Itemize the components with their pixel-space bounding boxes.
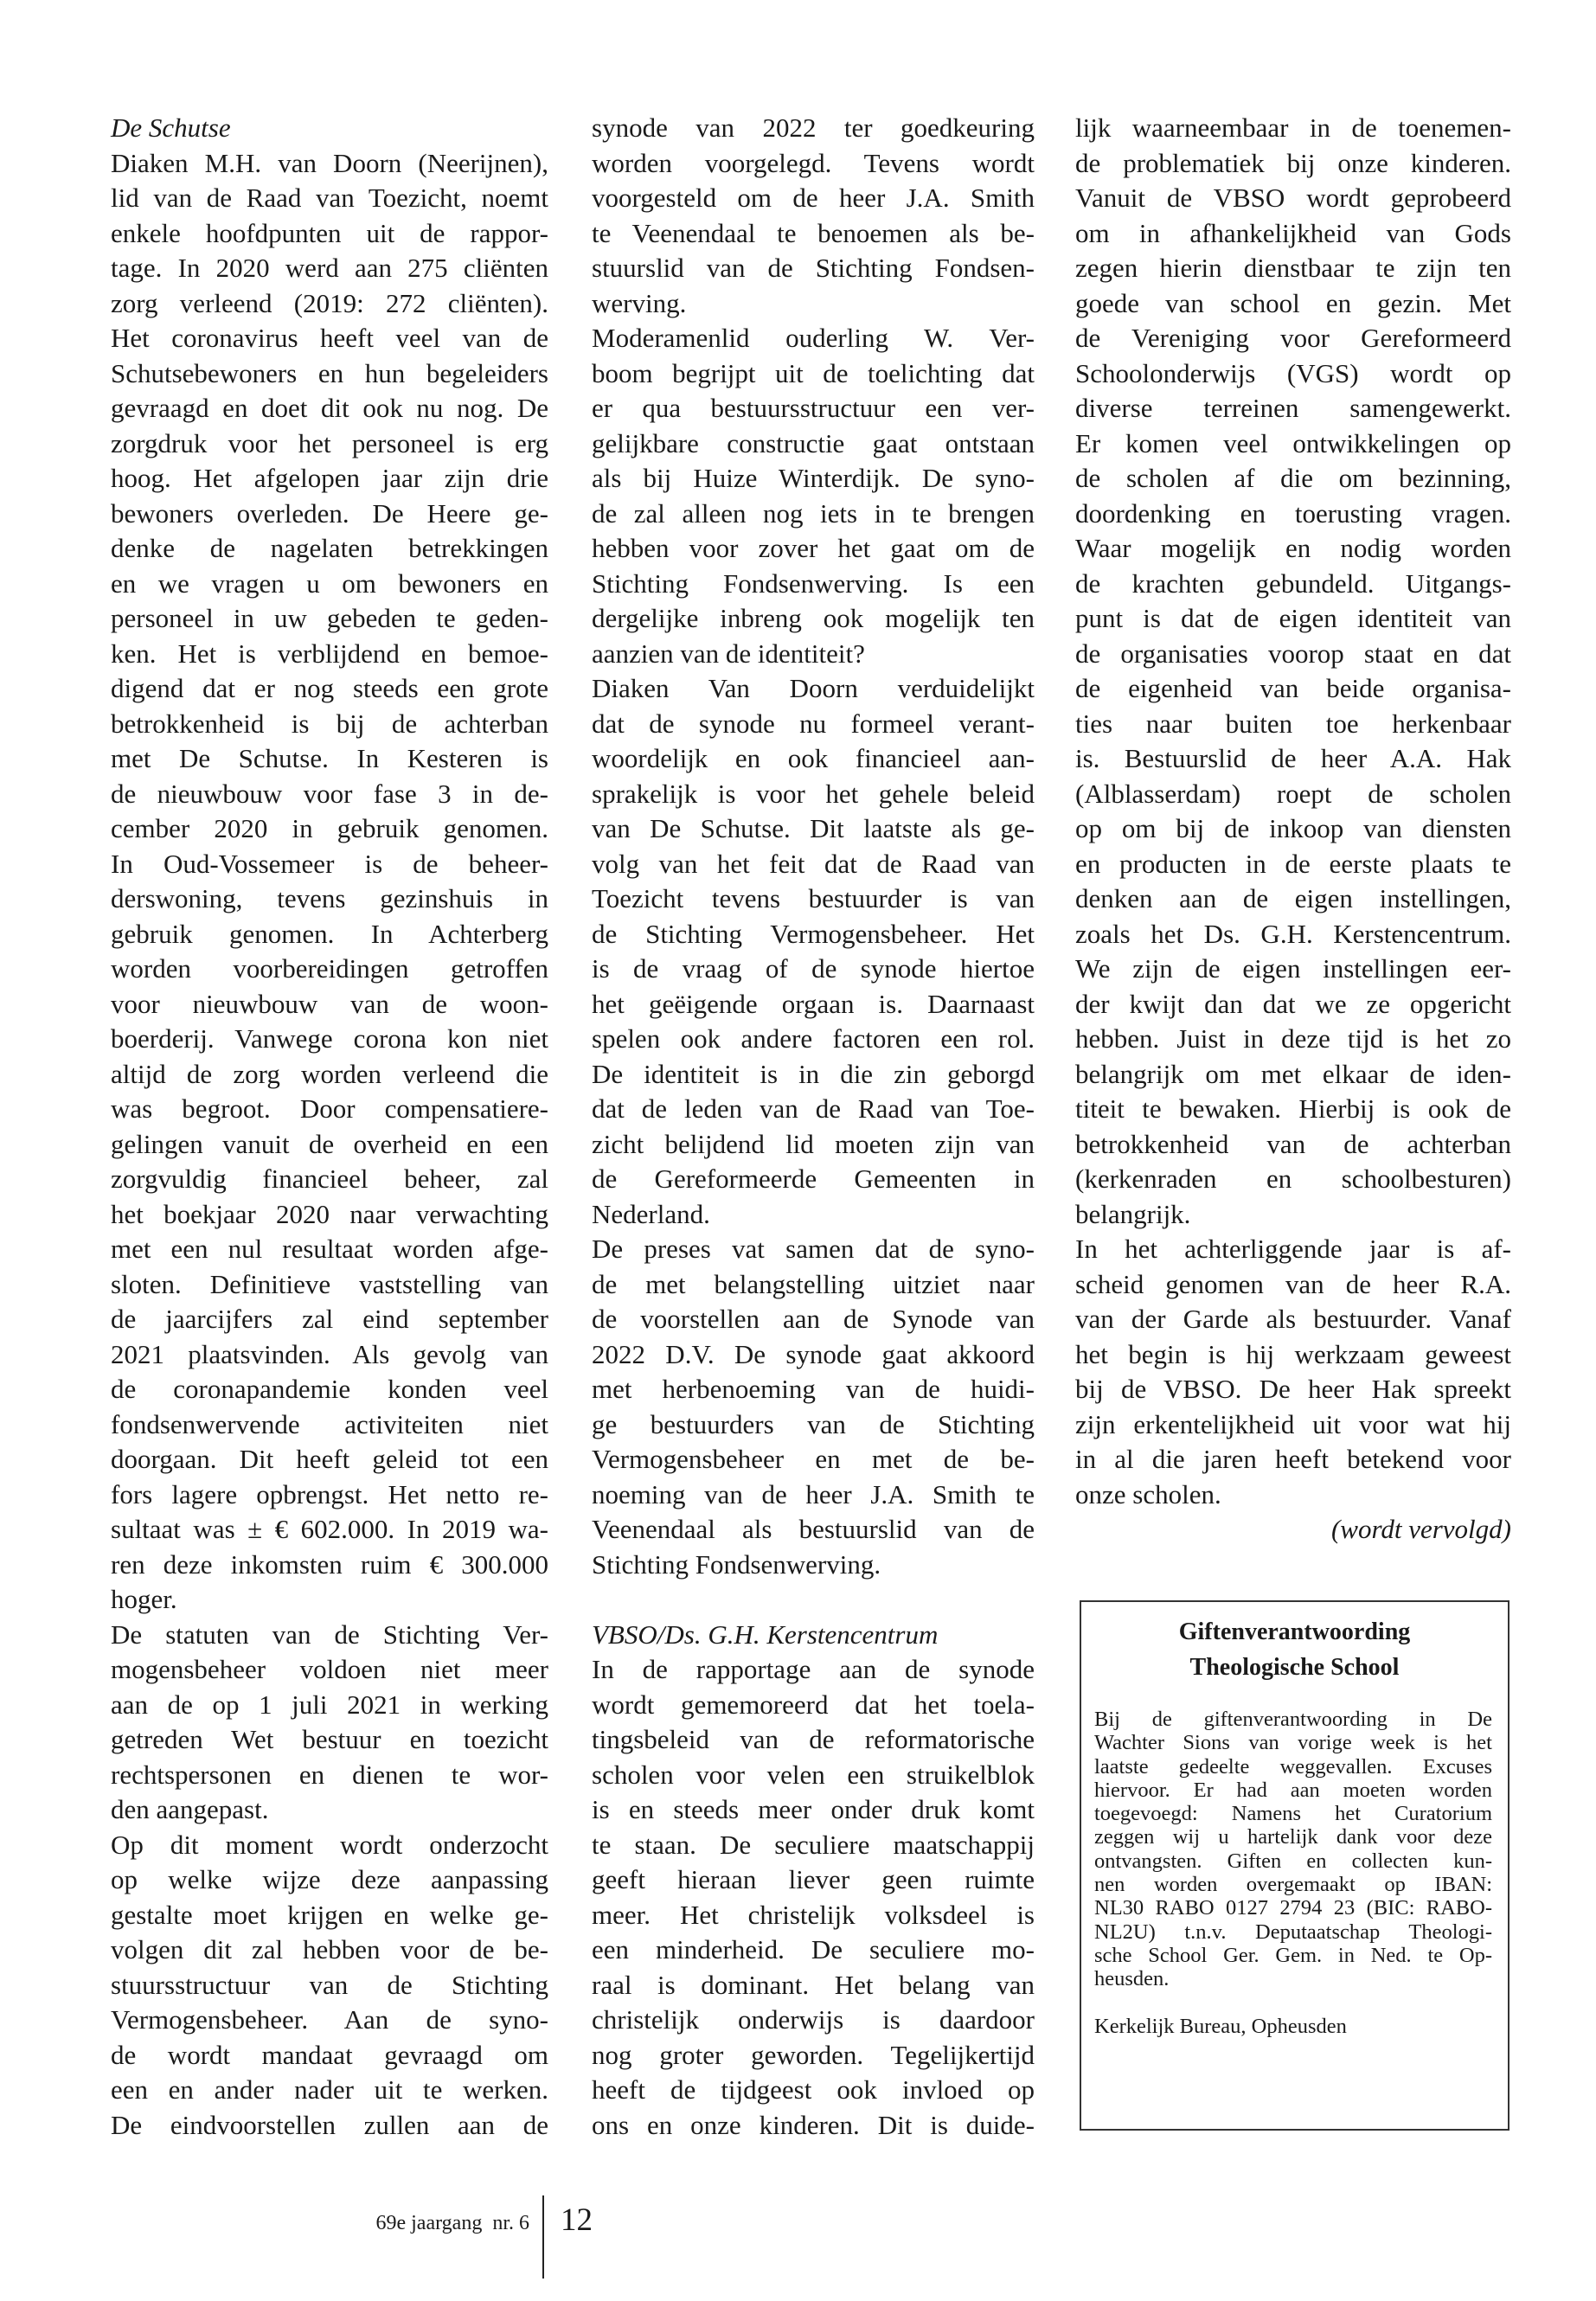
notice-text-line	[1094, 1991, 1492, 2015]
text-line: goede van school en gezin. Met	[1075, 287, 1511, 318]
text-line: bij de VBSO. De heer Hak spreekt	[1075, 1374, 1511, 1404]
text-line: voorgesteld om de heer J.A. Smith	[592, 183, 1035, 213]
text-line: zorgdruk voor het personeel is erg	[111, 427, 548, 458]
text-line: de Vereniging voor Gereformeerd	[1075, 323, 1511, 353]
text-line: Nederland.	[592, 1198, 710, 1229]
text-line: doorgaan. Dit heeft geleid tot een	[111, 1444, 548, 1474]
text-line: boerderij. Vanwege corona kon niet	[111, 1023, 548, 1054]
text-line: tingsbeleid van de reformatorische	[592, 1724, 1035, 1754]
text-line: In het achterliggende jaar is af-	[1075, 1234, 1511, 1264]
text-line: is. Bestuurslid de heer A.A. Hak	[1075, 743, 1511, 773]
paragraph	[592, 1652, 1035, 2143]
text-line: Schoolonderwijs (VGS) wordt op	[1075, 357, 1511, 388]
text-line: ren deze inkomsten ruim € 300.000	[111, 1548, 548, 1580]
continued-note	[1075, 1512, 1511, 1548]
text-line: en we vragen u om bewoners en	[111, 567, 548, 599]
text-line: lid van de Raad van Toezicht, noemt	[111, 183, 548, 213]
text-line: om in afhankelijkheid van Gods	[1075, 217, 1511, 248]
paragraph	[1075, 111, 1511, 1232]
text-line: worden voorbereidingen getroffen	[111, 953, 548, 984]
footer-issue-label: 69e jaargang nr. 6	[375, 2212, 529, 2234]
paragraph	[111, 146, 548, 1618]
text-line: Diaken Van Doorn verduidelijkt	[592, 673, 1035, 703]
text-line: sloten. Definitieve vaststelling van	[111, 1268, 548, 1299]
text-line: de Stichting Vermogensbeheer. Het	[592, 918, 1035, 949]
text-line: de jaarcijfers zal eind september	[111, 1304, 548, 1334]
text-line	[592, 1582, 1035, 1618]
text-line: de Gereformeerde Gemeenten in	[592, 1163, 1035, 1194]
text-line: gelingen vanuit de overheid en een	[111, 1128, 548, 1159]
notice-title-line: Giftenverantwoording	[1178, 1618, 1411, 1645]
paragraph	[592, 1582, 1035, 1618]
text-line: tage. In 2020 werd aan 275 cliënten	[111, 253, 548, 283]
text-line: christelijk onderwijs is daardoor	[592, 2004, 1035, 2035]
text-line: de met belangstelling uitziet naar	[592, 1268, 1035, 1299]
text-line: de eigenheid van beide organisa-	[1075, 673, 1511, 703]
text-line: altijd de zorg worden verleend die	[111, 1058, 548, 1089]
paragraph	[592, 671, 1035, 1232]
text-line: Diaken M.H. van Doorn (Neerijnen),	[111, 147, 548, 178]
text-line: te Veenendaal te benoemen als be-	[592, 217, 1035, 248]
text-line: een minderheid. De seculiere mo-	[592, 1934, 1035, 1965]
text-line: gebruik genomen. In Achterberg	[111, 918, 548, 949]
text-line: de problematiek bij onze kinderen.	[1075, 147, 1511, 178]
text-line: scholen voor velen een struikelblok	[592, 1759, 1035, 1790]
text-line: de nieuwbouw voor fase 3 in de-	[111, 778, 548, 809]
text-line: ons en onze kinderen. Dit is duide-	[592, 2109, 1035, 2140]
notice-box-body	[1094, 1708, 1492, 2038]
text-line: het boekjaar 2020 naar verwachting	[111, 1198, 548, 1229]
text-line: dergelijke inbreng ook mogelijk ten	[592, 603, 1035, 633]
notice-text-line: Bij de giftenverantwoording in De	[1094, 1708, 1492, 1731]
text-line: betrokkenheid is bij de achterban	[111, 708, 548, 739]
text-line: werving.	[592, 287, 687, 318]
text-line: zicht belijdend lid moeten zijn van	[592, 1128, 1035, 1159]
text-line: zijn erkentelijkheid uit voor wat hij	[1075, 1408, 1511, 1439]
text-line: Stichting Fondsenwerving.	[592, 1548, 881, 1580]
text-line: 2021 plaatsvinden. Als gevolg van	[111, 1338, 548, 1369]
text-line: en producten in de eerste plaats te	[1075, 848, 1511, 879]
text-line: Stichting Fondsenwerving. Is een	[592, 567, 1035, 599]
text-line: digend dat er nog steeds een grote	[111, 673, 548, 703]
text-line: hebben. Juist in deze tijd is het zo	[1075, 1023, 1511, 1054]
text-line: Vermogensbeheer. Aan de syno-	[111, 2004, 548, 2035]
text-line: wordt gememoreerd dat het toela-	[592, 1689, 1035, 1720]
text-line: was begroot. Door compensatiere-	[111, 1093, 548, 1124]
text-line: boom begrijpt uit de toelichting dat	[592, 357, 1035, 388]
text-line: volgen dit zal hebben voor de be-	[111, 1934, 548, 1965]
text-line: den aangepast.	[111, 1794, 269, 1824]
text-line: scheid genomen van de heer R.A.	[1075, 1268, 1511, 1299]
text-line: Schutsebewoners en hun begeleiders	[111, 357, 548, 388]
text-line: volg van het feit dat de Raad van	[592, 848, 1035, 879]
text-line: hoog. Het afgelopen jaar zijn drie	[111, 463, 548, 493]
text-line: het geëigende orgaan is. Daarnaast	[592, 988, 1035, 1019]
text-line: De preses vat samen dat de syno-	[592, 1234, 1035, 1264]
text-line: geeft hieraan liever geen ruimte	[592, 1864, 1035, 1894]
section-heading	[111, 111, 548, 146]
text-line: zoals het Ds. G.H. Kerstencentrum.	[1075, 918, 1511, 949]
text-line: ties naar buiten toe herkenbaar	[1075, 708, 1511, 739]
text-line: als bij Huize Winterdijk. De syno-	[592, 463, 1035, 493]
text-line: aan de op 1 juli 2021 in werking	[111, 1689, 548, 1720]
notice-paragraph	[1094, 1708, 1492, 1991]
text-line: punt is dat de eigen identiteit van	[1075, 603, 1511, 633]
text-line: titeit te bewaken. Hierbij is ook de	[1075, 1093, 1511, 1124]
text-line: van der Garde als bestuurder. Vanaf	[1075, 1304, 1511, 1334]
text-line: nog groter geworden. Tegelijkertijd	[592, 2039, 1035, 2070]
text-line: op om bij de inkoop van diensten	[1075, 813, 1511, 843]
text-line: In Oud-Vossemeer is de beheer-	[111, 848, 548, 879]
text-line: mogensbeheer voldoen niet meer	[111, 1654, 548, 1684]
text-line: sultaat was ± € 602.000. In 2019 wa-	[111, 1514, 548, 1544]
notice-text-line: laatste gedeelte weggevallen. Excuses	[1094, 1754, 1492, 1779]
text-line: De identiteit is in die zin geborgd	[592, 1058, 1035, 1089]
text-line: gestalte moet krijgen en welke ge-	[111, 1899, 548, 1930]
text-line: is en steeds meer onder druk komt	[592, 1794, 1035, 1824]
text-line: lijk waarneembaar in de toenemen-	[1075, 112, 1511, 143]
text-line: personeel in uw gebeden te geden-	[111, 603, 548, 633]
text-line: synode van 2022 ter goedkeuring	[592, 112, 1035, 143]
text-line: gelijkbare constructie gaat ontstaan	[592, 427, 1035, 458]
article-column-1	[111, 111, 548, 2143]
text-line: ken. Het is verblijdend en bemoe-	[111, 638, 548, 669]
text-line: rechtspersonen en dienen te wor-	[111, 1759, 548, 1790]
text-line: doordenking en toerusting vragen.	[1075, 497, 1511, 529]
notice-text-line: nen worden overgemaakt op IBAN:	[1094, 1873, 1492, 1897]
notice-text-line: zeggen wij u hartelijk dank voor deze	[1094, 1825, 1492, 1849]
text-line: Veenendaal als bestuurslid van de	[592, 1514, 1035, 1544]
notice-text-line: Kerkelijk Bureau, Opheusden	[1094, 2014, 1347, 2038]
text-line: woordelijk en ook financieel aan-	[592, 743, 1035, 773]
text-line: de krachten gebundeld. Uitgangs-	[1075, 567, 1511, 599]
text-line: Waar mogelijk en nodig worden	[1075, 533, 1511, 563]
text-line: dat de synode nu formeel verant-	[592, 708, 1035, 739]
text-line: fors lagere opbrengst. Het netto re-	[111, 1478, 548, 1509]
text-line: de voorstellen aan de Synode van	[592, 1304, 1035, 1334]
text-line: belangrijk.	[1075, 1198, 1191, 1229]
notice-text-line: sche School Ger. Gem. in Ned. te Op-	[1094, 1943, 1492, 1967]
section-heading	[592, 1618, 1035, 1653]
text-line: de coronapandemie konden veel	[111, 1374, 548, 1404]
text-line: We zijn de eigen instellingen eer-	[1075, 953, 1511, 984]
text-line: hoger.	[111, 1584, 177, 1614]
text-line: de organisaties voorop staat en dat	[1075, 638, 1511, 669]
text-line: denke de nagelaten betrekkingen	[111, 533, 548, 563]
text-line: de wordt mandaat gevraagd om	[111, 2039, 548, 2070]
text-line: hebben voor zover het gaat om de	[592, 533, 1035, 563]
text-line: enkele hoofdpunten uit de rappor-	[111, 217, 548, 248]
text-line: aanzien van de identiteit?	[592, 638, 865, 669]
text-line: De eindvoorstellen zullen aan de	[111, 2109, 548, 2140]
text-line: met De Schutse. In Kesteren is	[111, 743, 548, 773]
text-line: betrokkenheid van de achterban	[1075, 1128, 1511, 1159]
footer-divider	[542, 2195, 544, 2279]
text-line: diverse terreinen samengewerkt.	[1075, 393, 1511, 423]
paragraph	[592, 111, 1035, 321]
text-line: zorg verleend (2019: 272 cliënten).	[111, 287, 548, 318]
text-line: met een nul resultaat worden afge-	[111, 1234, 548, 1264]
text-line: bewoners overleden. De Heere ge-	[111, 497, 548, 529]
text-line: een en ander nader uit te werken.	[111, 2074, 548, 2105]
text-line: op welke wijze deze aanpassing	[111, 1864, 548, 1894]
paragraph	[1075, 1232, 1511, 1512]
text-line: Op dit moment wordt onderzocht	[111, 1829, 548, 1860]
paragraph	[592, 321, 1035, 671]
text-line: getreden Wet bestuur en toezicht	[111, 1724, 548, 1754]
text-line: in al die jaren heeft betekend voor	[1075, 1444, 1511, 1474]
text-line: gevraagd en doet dit ook nu nog. De	[111, 393, 548, 423]
notice-text-line: NL30 RABO 0127 2794 23 (BIC: RABO-	[1094, 1896, 1492, 1920]
article-column-3	[1075, 111, 1511, 1548]
notice-text-line: heusden.	[1094, 1967, 1170, 1991]
text-line: zegen hierin dienstbaar te zijn ten	[1075, 253, 1511, 283]
notice-paragraph	[1094, 1991, 1492, 2015]
text-line: de zal alleen nog iets in te brengen	[592, 497, 1035, 529]
page-number: 12	[561, 2202, 593, 2238]
notice-text-line: Wachter Sions van vorige week is het	[1094, 1731, 1492, 1755]
text-line: meer. Het christelijk volksdeel is	[592, 1899, 1035, 1930]
notice-text-line: toegevoegd: Namens het Curatorium	[1094, 1802, 1492, 1826]
text-line: Moderamenlid ouderling W. Ver-	[592, 323, 1035, 353]
text-line: zorgvuldig financieel beheer, zal	[111, 1163, 548, 1194]
article-column-2	[592, 111, 1035, 2143]
notice-box-title	[1081, 1614, 1508, 1685]
text-line: denken aan de eigen instellingen,	[1075, 883, 1511, 913]
text-line: Toezicht tevens bestuurder is van	[592, 883, 1035, 913]
text-line: spelen ook andere factoren een rol.	[592, 1023, 1035, 1054]
text-line: van De Schutse. Dit laatste als ge-	[592, 813, 1035, 843]
text-line: In de rapportage aan de synode	[592, 1654, 1035, 1684]
text-line: raal is dominant. Het belang van	[592, 1969, 1035, 2000]
text-line: VBSO/Ds. G.H. Kerstencentrum	[592, 1618, 939, 1650]
notice-paragraph	[1094, 2015, 1492, 2038]
text-line: cember 2020 in gebruik genomen.	[111, 813, 548, 843]
notice-text-line: NL2U) t.n.v. Deputaatschap Theologi-	[1094, 1920, 1492, 1944]
text-line: is de vraag of de synode hiertoe	[592, 953, 1035, 984]
text-line: te staan. De seculiere maatschappij	[592, 1829, 1035, 1860]
paragraph	[111, 1618, 548, 1828]
text-line: Er komen veel ontwikkelingen op	[1075, 427, 1511, 458]
text-line: stuurslid van de Stichting Fondsen-	[592, 253, 1035, 283]
text-line: Het coronavirus heeft veel van de	[111, 323, 548, 353]
text-line: noeming van de heer J.A. Smith te	[592, 1478, 1035, 1509]
text-line: derswoning, tevens gezinshuis in	[111, 883, 548, 913]
text-line: worden voorgelegd. Tevens wordt	[592, 147, 1035, 178]
text-line: met herbenoeming van de huidi-	[592, 1374, 1035, 1404]
text-line: Vanuit de VBSO wordt geprobeerd	[1075, 183, 1511, 213]
text-line: belangrijk om met elkaar de iden-	[1075, 1058, 1511, 1089]
text-line: stuursstructuur van de Stichting	[111, 1969, 548, 2000]
paragraph	[592, 1232, 1035, 1582]
notice-text-line: ontvangsten. Giften en collecten kun-	[1094, 1849, 1492, 1873]
text-line: (Alblasserdam) roept de scholen	[1075, 778, 1511, 809]
text-line: De statuten van de Stichting Ver-	[111, 1618, 548, 1650]
text-line: (kerkenraden en schoolbesturen)	[1075, 1163, 1511, 1194]
text-line: (wordt vervolgd)	[1330, 1514, 1511, 1544]
text-line: dat de leden van de Raad van Toe-	[592, 1093, 1035, 1124]
paragraph	[111, 1828, 548, 2144]
text-line: De Schutse	[111, 112, 231, 143]
text-line: er qua bestuursstructuur een ver-	[592, 393, 1035, 423]
text-line: sprakelijk is voor het gehele beleid	[592, 778, 1035, 809]
notice-box-giftenverantwoording	[1080, 1600, 1509, 2131]
text-line: fondsenwervende activiteiten niet	[111, 1408, 548, 1439]
text-line: heeft de tijdgeest ook invloed op	[592, 2074, 1035, 2105]
text-line: 2022 D.V. De synode gaat akkoord	[592, 1338, 1035, 1369]
text-line: Vermogensbeheer en met de be-	[592, 1444, 1035, 1474]
notice-title-line: Theologische School	[1189, 1654, 1400, 1681]
text-line: ge bestuurders van de Stichting	[592, 1408, 1035, 1439]
text-line: de scholen af die om bezinning,	[1075, 463, 1511, 493]
text-line: der kwijt dan dat we ze opgericht	[1075, 988, 1511, 1019]
text-line: onze scholen.	[1075, 1478, 1221, 1509]
text-line: het begin is hij werkzaam geweest	[1075, 1338, 1511, 1369]
text-line: voor nieuwbouw van de woon-	[111, 988, 548, 1019]
notice-text-line: hiervoor. Er had aan moeten worden	[1094, 1778, 1492, 1802]
